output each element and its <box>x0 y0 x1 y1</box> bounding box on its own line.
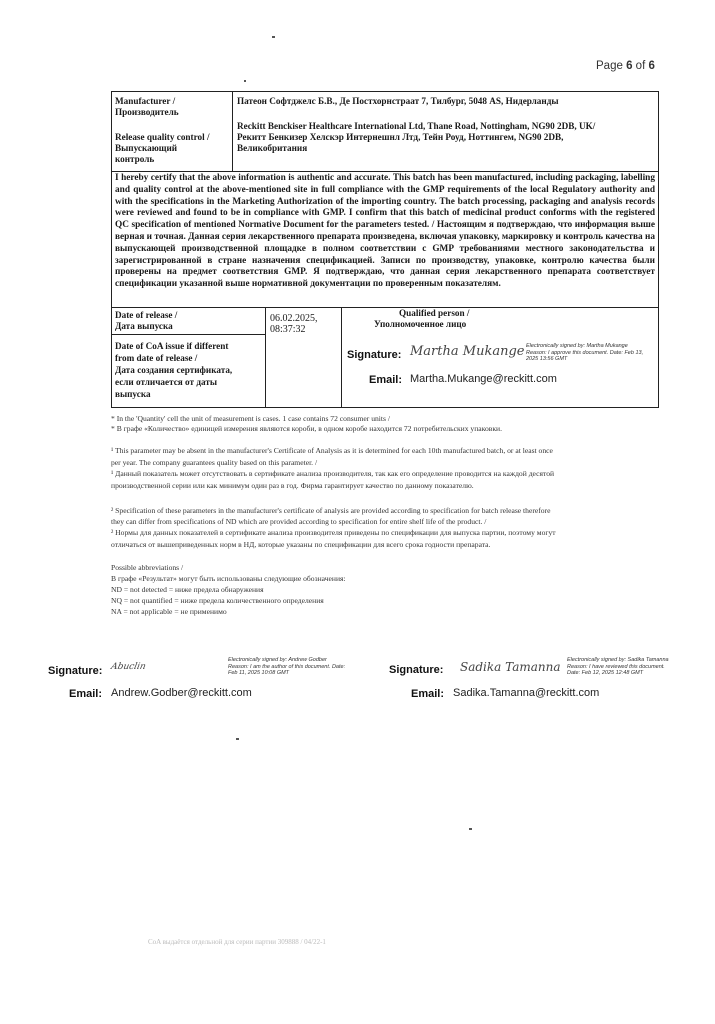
certificate-table <box>111 91 659 408</box>
page-of: of <box>635 60 646 72</box>
table-divider <box>232 92 233 171</box>
qp-email: Martha.Mukange@reckitt.com <box>410 373 557 385</box>
date-of-release-label: Date of release / <box>115 310 178 320</box>
qp-signature-label: Signature: <box>347 349 402 361</box>
abbreviation-na: NA = not applicable = не применимо <box>111 607 227 616</box>
footnote-param-en: per year. The company guarantees quality based on this parameter. / <box>111 458 318 467</box>
qp-email-label: Email: <box>369 374 403 386</box>
footnote-quantity-en: * In the 'Quantity' cell the unit of measurement is cases. 1 case contains 72 consumer units / <box>111 414 390 423</box>
table-divider <box>112 171 658 172</box>
author-signature-label: Signature: <box>48 665 103 677</box>
coa-issue-label-ru: если отличается от даты <box>115 377 218 387</box>
release-time-value: 08:37:32 <box>270 324 306 335</box>
footnote-param-ru: производственной серии или как минимум один раз в год. Фирма гарантирует качество по данному показателю. <box>111 481 474 490</box>
reviewer-signature-label: Signature: <box>389 664 444 676</box>
footnote-spec-ru: ² Нормы для данных показателей в сертификате анализа производителя приведены по спецификации для выпуска партии, поэтому могут <box>111 528 556 537</box>
table-divider <box>341 307 342 408</box>
qualified-person-label: Qualified person / <box>399 308 470 318</box>
author-signature-image: Abuclin <box>109 662 147 672</box>
footnote-spec-en: ² Specification of these parameters in the manufacturer's certificate of analysis are provided according to specification for batch release therefore <box>111 506 551 515</box>
author-email: Andrew.Godber@reckitt.com <box>111 687 252 699</box>
reviewer-signature-image: Sadika Tamanna <box>460 660 561 674</box>
release-control-value: Великобритания <box>237 143 308 153</box>
release-control-value: Рекитт Бенкизер Хелскэр Интернешнл Лтд, Тейн Роуд, Ноттингем, NG90 2DB, <box>237 132 564 142</box>
certification-statement: I hereby certify that the above information is authentic and accurate. This batch has been manufactured, including packaging, labelling and quality control at the above-mentioned site in full compliance with the GMP requirements of the local Regulatory authority and with the specifications in the Marketing Authorization of the importing country. The batch processing, packaging and analysis records were reviewed and found to be in compliance with GMP. I confirm that this batch of medicinal product conforms with the registered QC specification of mentioned Normative Document for the parameters tested. / Настоящим я подтверждаю, что информация выше верная и точная. Данная серия лекарственного препарата произведена, включая упаковку, маркировку и контроль качества на выпускающей производственной площадке в полном соответствии с GMP требованиями местного законодательства и зарегистрированной в стране назначения спецификацией. Записи по производству, упаковке, контролю качества были проверены на предмет соответствия GMP. Я подтверждаю, что данная серия лекарственного препарата соответствует спецификации указанной выше нормативной документации по проверенным показателям. <box>115 173 655 290</box>
release-date-value: 06.02.2025, <box>270 313 318 324</box>
release-control-label-ru: контроль <box>115 154 155 164</box>
scan-speck <box>469 828 472 830</box>
manufacturer-label: Manufacturer / <box>115 96 176 106</box>
author-email-label: Email: <box>69 688 103 700</box>
footnote-quantity-ru: * В графе «Количество» единицей измерения являются короби, в одном коробе находится 72 потребительских упаковки. <box>111 424 503 433</box>
coa-issue-label-ru: выпуска <box>115 389 151 399</box>
date-of-release-label-ru: Дата выпуска <box>115 321 173 331</box>
coa-issue-label-ru: Дата создания сертификата, <box>115 365 233 375</box>
qp-signature-image: Martha Mukange <box>410 344 525 359</box>
table-divider <box>265 307 266 408</box>
scan-speck <box>236 738 239 740</box>
abbreviation-nd: ND = not detected = ниже предела обнаружения <box>111 585 264 594</box>
footer-line: CoA выдаётся отдельной для серии партии 309888 / 04/22-1 <box>148 938 326 946</box>
table-divider <box>112 334 266 335</box>
footnote-param-ru: ¹ Данный показатель может отсутствовать в сертификате анализа производителя, так как его определение проводится на каждой десятой <box>111 469 555 478</box>
release-control-value: Reckitt Benckiser Healthcare International Ltd, Thane Road, Nottingham, NG90 2DB, UK/ <box>237 121 596 131</box>
abbreviation-nq: NQ = not quantified = ниже предела количественного определения <box>111 596 324 605</box>
page-current: 6 <box>626 60 633 72</box>
reviewer-esign-note: Electronically signed by: Sadika Tamanna Reason: I have reviewed this document. Date: Feb 12, 2025 12:48 GMT <box>567 657 669 677</box>
page-total: 6 <box>648 60 655 72</box>
coa-issue-label: Date of CoA issue if different <box>115 341 229 351</box>
reviewer-email: Sadika.Tamanna@reckitt.com <box>453 687 600 699</box>
release-control-label: Release quality control / <box>115 132 210 142</box>
release-control-label-ru: Выпускающий <box>115 143 178 153</box>
qp-esign-note: Electronically signed by: Martha Mukange Reason: I approve this document. Date: Feb 13, 2025 13:56 GMT <box>526 343 644 363</box>
manufacturer-value: Патеон Софтджелс Б.В., Де Постхорнстраат 7, Тилбург, 5048 AS, Нидерланды <box>237 96 559 106</box>
manufacturer-label-ru: Производитель <box>115 107 179 117</box>
qualified-person-label-ru: Уполномоченное лицо <box>374 319 467 329</box>
coa-issue-label: from date of release / <box>115 353 198 363</box>
abbreviations-intro: В графе «Результат» могут быть использованы следующие обозначения: <box>111 574 346 583</box>
author-esign-note: Electronically signed by: Andrew Godber Reason: I am the author of this document. Date: Feb 11, 2025 10:08 GMT <box>228 657 346 677</box>
footnote-spec-en: they can differ from specifications of ND which are provided according to specification for entire shelf life of the product. / <box>111 517 487 526</box>
table-divider <box>112 307 658 308</box>
footnote-spec-ru: отличаться от вышеприведенных норм в НД, которые указаны по спецификации для всего срока годности препарата. <box>111 540 491 549</box>
footnote-param-en: ¹ This parameter may be absent in the manufacturer's Certificate of Analysis as it is determined for each 10th manufactured batch, or at least once <box>111 446 553 455</box>
scan-speck <box>272 36 275 38</box>
page-label: Page <box>596 60 623 72</box>
reviewer-email-label: Email: <box>411 688 445 700</box>
scan-speck <box>244 80 246 82</box>
abbreviations-title: Possible abbreviations / <box>111 563 184 572</box>
page-number <box>596 60 655 72</box>
